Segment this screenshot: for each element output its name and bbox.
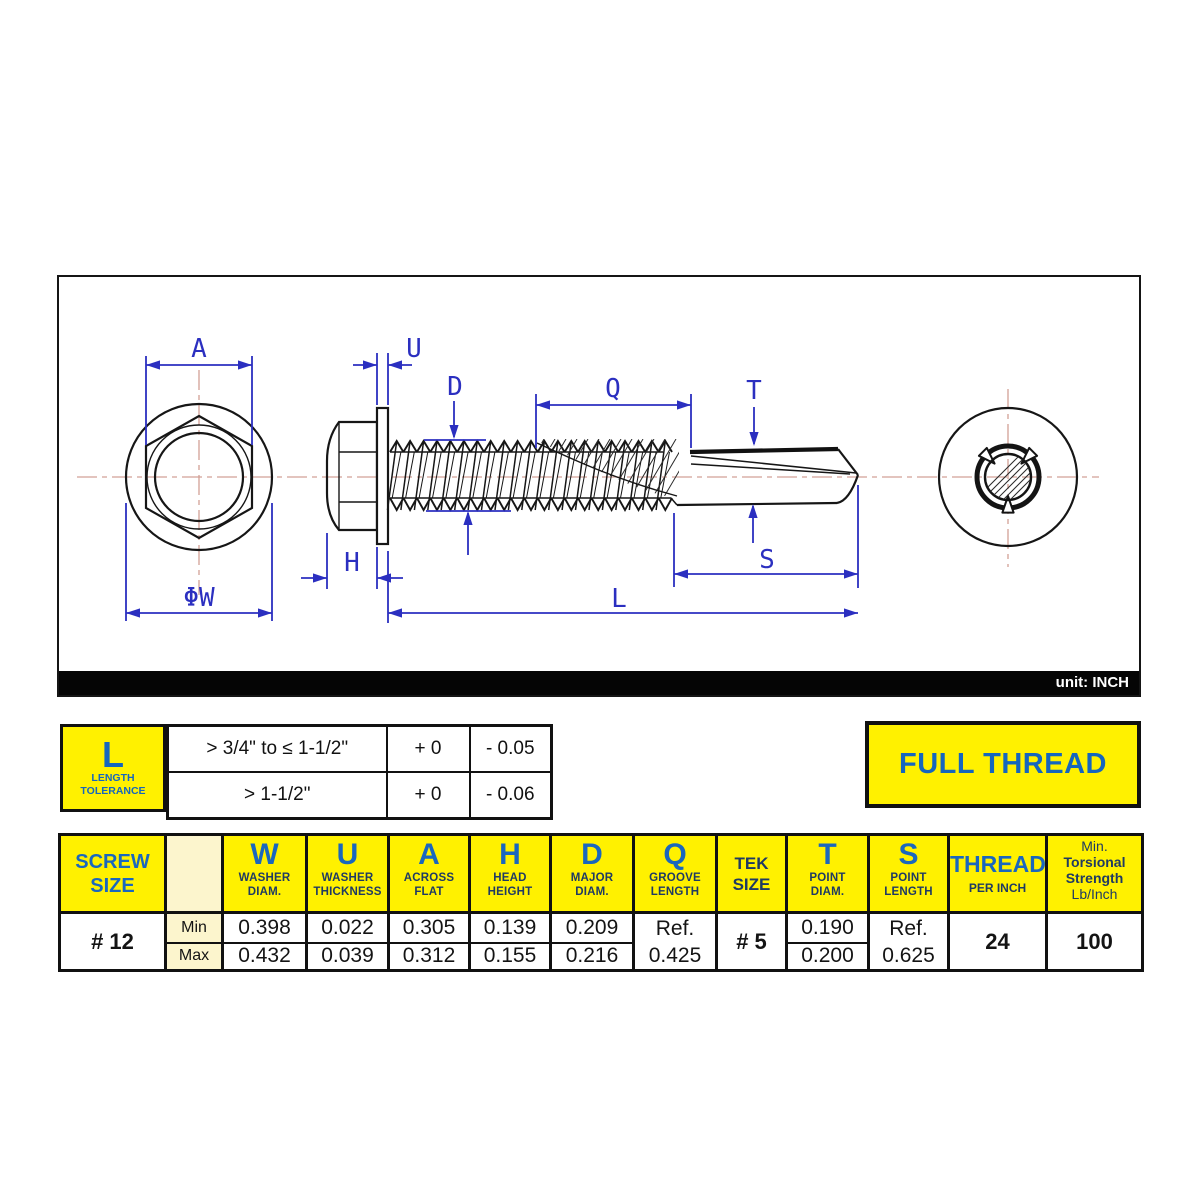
dim-label-s: S xyxy=(759,545,775,575)
technical-drawing-panel xyxy=(57,275,1141,697)
header-u: U WASHER THICKNESS xyxy=(307,835,389,913)
tek-size-value: # 5 xyxy=(717,913,787,971)
dimension-callouts xyxy=(126,334,858,623)
spec-table xyxy=(58,833,1144,972)
dim-label-phi-w: ΦW xyxy=(183,583,215,613)
s-ref-value: Ref. 0.625 xyxy=(869,913,949,971)
tolerance-lower: - 0.05 xyxy=(470,726,552,773)
header-minmax-blank xyxy=(166,835,223,913)
h-max: 0.155 xyxy=(470,943,551,971)
screw-technical-drawing xyxy=(59,277,1139,671)
dim-label-h: H xyxy=(344,548,360,578)
tolerance-row xyxy=(168,772,552,819)
header-a: A ACROSS FLAT xyxy=(389,835,470,913)
dim-label-a: A xyxy=(191,334,207,364)
header-h: H HEAD HEIGHT xyxy=(470,835,551,913)
header-tek-size: TEK SIZE xyxy=(717,835,787,913)
header-torsional-strength: Min. Torsional Strength Lb/Inch xyxy=(1047,835,1143,913)
centerlines xyxy=(77,370,1099,595)
a-max: 0.312 xyxy=(389,943,470,971)
screw-size-value: # 12 xyxy=(60,913,166,971)
q-ref-value: Ref. 0.425 xyxy=(634,913,717,971)
tolerance-upper: + 0 xyxy=(387,726,470,773)
u-max: 0.039 xyxy=(307,943,389,971)
thread-per-inch-value: 24 xyxy=(949,913,1047,971)
dim-label-t: T xyxy=(746,376,762,406)
length-tolerance-header xyxy=(60,724,166,812)
a-min: 0.305 xyxy=(389,913,470,943)
header-s: S POINT LENGTH xyxy=(869,835,949,913)
header-w: W WASHER DIAM. xyxy=(223,835,307,913)
dim-label-d: D xyxy=(447,372,463,402)
spec-min-row xyxy=(60,913,1143,943)
d-max: 0.216 xyxy=(551,943,634,971)
dim-label-l: L xyxy=(611,584,627,614)
tolerance-range: > 1-1/2" xyxy=(168,772,387,819)
w-min: 0.398 xyxy=(223,913,307,943)
flute-hatching xyxy=(504,439,698,507)
header-thread-per-inch: THREAD PER INCH xyxy=(949,835,1047,913)
t-max: 0.200 xyxy=(787,943,869,971)
tolerance-upper: + 0 xyxy=(387,772,470,819)
w-max: 0.432 xyxy=(223,943,307,971)
t-min: 0.190 xyxy=(787,913,869,943)
full-thread-badge xyxy=(865,721,1141,808)
tolerance-lower: - 0.06 xyxy=(470,772,552,819)
tolerance-row xyxy=(168,726,552,773)
full-thread-label: FULL THREAD xyxy=(899,748,1107,780)
dim-label-q: Q xyxy=(605,374,621,404)
tolerance-letter: L xyxy=(102,734,124,775)
screw-header-line1: SCREW xyxy=(75,850,150,873)
header-screw-size xyxy=(60,835,166,913)
d-min: 0.209 xyxy=(551,913,634,943)
tolerance-sub1: LENGTH xyxy=(91,772,135,784)
screw-header-line2: SIZE xyxy=(90,874,135,897)
header-t: T POINT DIAM. xyxy=(787,835,869,913)
tolerance-range: > 3/4" to ≤ 1-1/2" xyxy=(168,726,387,773)
header-q: Q GROOVE LENGTH xyxy=(634,835,717,913)
side-view-screw xyxy=(327,408,858,544)
spec-header-row xyxy=(60,835,1143,913)
torsional-strength-value: 100 xyxy=(1047,913,1143,971)
u-min: 0.022 xyxy=(307,913,389,943)
tolerance-sub2: TOLERANCE xyxy=(80,785,146,797)
min-label: Min xyxy=(166,913,223,943)
header-d: D MAJOR DIAM. xyxy=(551,835,634,913)
dim-label-u: U xyxy=(406,334,422,364)
unit-label: unit: INCH xyxy=(1055,674,1129,691)
h-min: 0.139 xyxy=(470,913,551,943)
max-label: Max xyxy=(166,943,223,971)
length-tolerance-table xyxy=(166,724,553,820)
unit-bar xyxy=(59,671,1139,695)
